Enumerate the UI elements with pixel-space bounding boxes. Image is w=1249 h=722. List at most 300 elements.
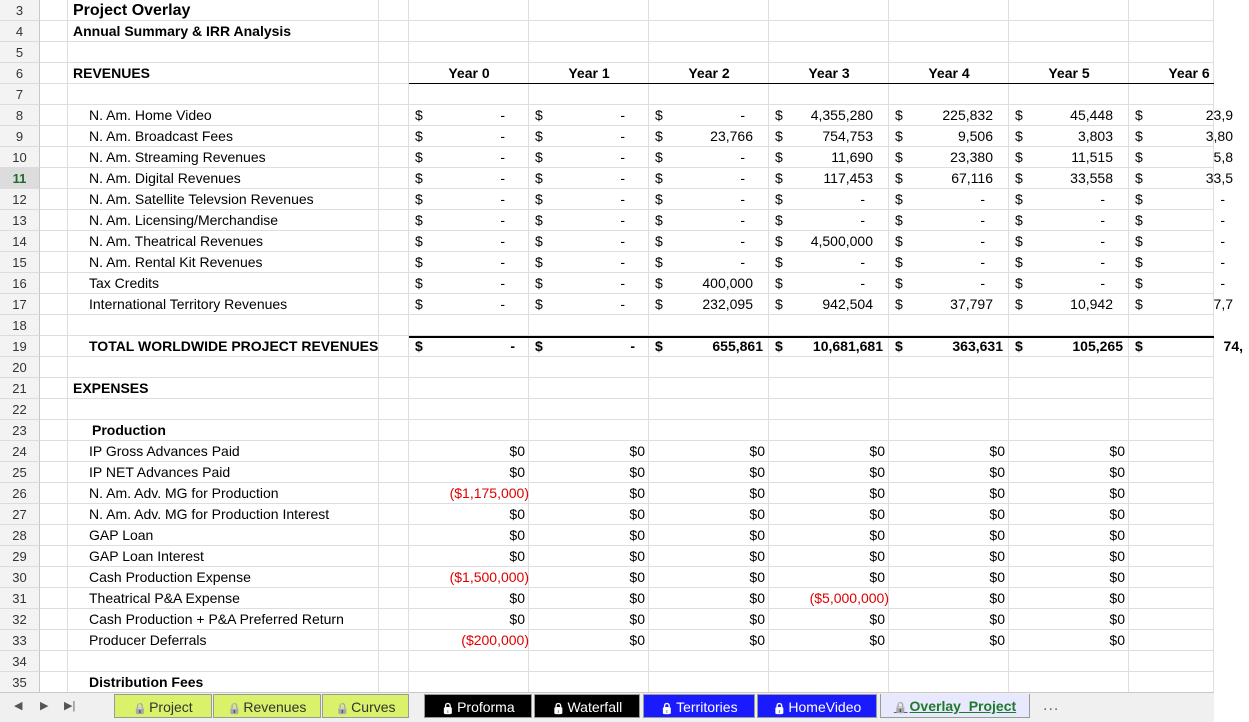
currency-symbol: $ xyxy=(415,338,423,354)
grid-cell[interactable] xyxy=(40,105,68,126)
grid-cell[interactable] xyxy=(889,84,1009,105)
lock-icon: 🔒 xyxy=(893,702,908,714)
row-header[interactable]: 5 xyxy=(0,42,40,63)
grid-cell[interactable] xyxy=(68,651,379,672)
revenue-value: - xyxy=(980,254,985,270)
grid-cell[interactable] xyxy=(409,399,529,420)
expense-value: $0 xyxy=(629,548,645,564)
grid-cell[interactable] xyxy=(649,357,769,378)
grid-cell[interactable] xyxy=(40,567,68,588)
expense-value: $0 xyxy=(629,569,645,585)
row-header[interactable]: 4 xyxy=(0,21,40,42)
grid-cell[interactable] xyxy=(40,252,68,273)
revenue-value: - xyxy=(1220,254,1225,270)
grid-cell[interactable] xyxy=(379,189,409,210)
grid-cell[interactable] xyxy=(379,609,409,630)
grid-cell[interactable] xyxy=(40,588,68,609)
grid-row xyxy=(0,231,1225,252)
row-header[interactable]: 10 xyxy=(0,147,40,168)
row-header[interactable]: 25 xyxy=(0,462,40,483)
revenue-value: 3,80 xyxy=(1205,128,1233,144)
currency-symbol: $ xyxy=(895,296,903,312)
grid-cell[interactable] xyxy=(379,294,409,315)
expense-value: $0 xyxy=(989,590,1005,606)
expense-value: $0 xyxy=(869,569,885,585)
currency-symbol: $ xyxy=(415,128,423,144)
grid-cell[interactable] xyxy=(40,189,68,210)
revenue-label: N. Am. Rental Kit Revenues xyxy=(89,254,263,270)
grid-cell[interactable] xyxy=(1129,588,1214,609)
row-header[interactable]: 13 xyxy=(0,210,40,231)
grid-cell[interactable] xyxy=(379,441,409,462)
grid-cell[interactable] xyxy=(1129,504,1214,525)
row-header[interactable]: 16 xyxy=(0,273,40,294)
tab-label: Curves xyxy=(351,699,396,715)
tab-homevideo[interactable] xyxy=(757,694,877,718)
grid-cell[interactable] xyxy=(409,315,529,336)
grid-cell[interactable] xyxy=(379,84,409,105)
grid-cell[interactable] xyxy=(379,21,409,42)
currency-symbol: $ xyxy=(895,170,903,186)
grid-cell[interactable] xyxy=(379,483,409,504)
currency-symbol: $ xyxy=(1015,212,1023,228)
grid-cell[interactable] xyxy=(379,504,409,525)
grid-cell[interactable] xyxy=(379,210,409,231)
grid-cell[interactable] xyxy=(40,483,68,504)
revenue-value: 45,448 xyxy=(1070,107,1113,123)
grid-cell[interactable] xyxy=(379,420,409,441)
grid-cell[interactable] xyxy=(1129,609,1214,630)
revenue-value: - xyxy=(620,212,625,228)
grid-cell[interactable] xyxy=(769,84,889,105)
grid-cell[interactable] xyxy=(40,84,68,105)
currency-symbol: $ xyxy=(535,233,543,249)
grid-cell[interactable] xyxy=(379,0,409,21)
grid-cell[interactable] xyxy=(649,378,769,399)
grid-cell[interactable] xyxy=(409,672,529,693)
grid-cell[interactable] xyxy=(529,357,649,378)
revenue-value: 11,515 xyxy=(1071,149,1113,165)
grid-row xyxy=(0,315,1214,336)
grid-row xyxy=(0,273,1225,294)
grid-cell[interactable] xyxy=(649,651,769,672)
grid-cell[interactable] xyxy=(40,126,68,147)
grid-cell[interactable] xyxy=(1129,441,1214,462)
grid-cell[interactable] xyxy=(1129,672,1214,693)
row-header[interactable]: 34 xyxy=(0,651,40,672)
grid-cell[interactable] xyxy=(379,588,409,609)
grid-cell[interactable] xyxy=(379,105,409,126)
expense-value: $0 xyxy=(1109,464,1125,480)
grid-cell[interactable] xyxy=(40,546,68,567)
tab-label: Project xyxy=(149,699,193,715)
grid-cell[interactable] xyxy=(769,378,889,399)
grid-cell[interactable] xyxy=(40,378,68,399)
row-header[interactable]: 27 xyxy=(0,504,40,525)
row-header[interactable]: 29 xyxy=(0,546,40,567)
grid-cell[interactable] xyxy=(649,84,769,105)
grid-row xyxy=(0,0,1214,21)
more-tabs-button[interactable]: ... xyxy=(1043,697,1060,714)
expense-value: $0 xyxy=(509,443,525,459)
lock-icon: 🔒 xyxy=(660,703,675,715)
expense-value: $0 xyxy=(1109,611,1125,627)
row-header[interactable]: 18 xyxy=(0,315,40,336)
revenue-value: - xyxy=(1100,254,1105,270)
currency-symbol: $ xyxy=(415,107,423,123)
row-header[interactable]: 20 xyxy=(0,357,40,378)
currency-symbol: $ xyxy=(655,212,663,228)
grid-cell[interactable] xyxy=(1129,378,1214,399)
tab-curves[interactable] xyxy=(322,694,409,718)
grid-cell[interactable] xyxy=(40,168,68,189)
grid-cell[interactable] xyxy=(68,357,379,378)
revenue-value: - xyxy=(980,233,985,249)
grid-cell[interactable] xyxy=(379,273,409,294)
grid-cell[interactable] xyxy=(40,525,68,546)
tab-overlay-project[interactable] xyxy=(880,694,1030,718)
row-header[interactable]: 24 xyxy=(0,441,40,462)
currency-symbol: $ xyxy=(655,191,663,207)
grid-cell[interactable] xyxy=(40,441,68,462)
grid-cell[interactable] xyxy=(409,42,529,63)
grid-cell[interactable] xyxy=(1009,672,1129,693)
expense-value: $0 xyxy=(1109,443,1125,459)
grid-cell[interactable] xyxy=(769,42,889,63)
revenue-value: 33,5 xyxy=(1205,170,1233,186)
expense-value: $0 xyxy=(509,527,525,543)
grid-cell[interactable] xyxy=(40,420,68,441)
currency-symbol: $ xyxy=(535,254,543,270)
grid-cell[interactable] xyxy=(1009,378,1129,399)
grid-cell[interactable] xyxy=(889,0,1009,21)
grid-cell[interactable] xyxy=(379,336,409,357)
expense-value: $0 xyxy=(749,506,765,522)
revenue-value: - xyxy=(740,254,745,270)
grid-cell[interactable] xyxy=(1129,21,1214,42)
grid-cell[interactable] xyxy=(1009,0,1129,21)
grid-cell[interactable] xyxy=(529,420,649,441)
tab-label: Proforma xyxy=(457,699,515,715)
expense-value: $0 xyxy=(989,506,1005,522)
grid-cell[interactable] xyxy=(529,378,649,399)
expense-value: $0 xyxy=(1109,548,1125,564)
currency-symbol: $ xyxy=(535,338,543,354)
grid-cell[interactable] xyxy=(409,357,529,378)
row-header[interactable]: 35 xyxy=(0,672,40,693)
grid-row xyxy=(0,588,1214,609)
grid-cell[interactable] xyxy=(40,399,68,420)
currency-symbol: $ xyxy=(775,275,783,291)
grid-cell[interactable] xyxy=(379,672,409,693)
tab-last-icon[interactable]: ▶| xyxy=(64,700,76,712)
revenue-value: - xyxy=(620,296,625,312)
revenue-value: - xyxy=(980,191,985,207)
grid-cell[interactable] xyxy=(379,630,409,651)
expense-label: Cash Production + P&A Preferred Return xyxy=(89,611,344,627)
currency-symbol: $ xyxy=(775,149,783,165)
grid-cell[interactable] xyxy=(529,399,649,420)
row-header[interactable]: 6 xyxy=(0,63,40,84)
row-header[interactable]: 12 xyxy=(0,189,40,210)
grid-cell[interactable] xyxy=(379,399,409,420)
expense-label: IP NET Advances Paid xyxy=(89,464,231,480)
total-value: 74, xyxy=(1223,338,1243,354)
currency-symbol: $ xyxy=(655,170,663,186)
grid-cell[interactable] xyxy=(769,0,889,21)
grid-cell[interactable] xyxy=(1009,420,1129,441)
currency-symbol: $ xyxy=(655,149,663,165)
grid-cell[interactable] xyxy=(1129,42,1214,63)
currency-symbol: $ xyxy=(1135,107,1143,123)
grid-cell[interactable] xyxy=(40,651,68,672)
currency-symbol: $ xyxy=(535,212,543,228)
grid-cell[interactable] xyxy=(40,273,68,294)
grid-cell[interactable] xyxy=(1129,84,1214,105)
grid-cell[interactable] xyxy=(889,21,1009,42)
grid-cell[interactable] xyxy=(409,420,529,441)
row-header[interactable]: 7 xyxy=(0,84,40,105)
currency-symbol: $ xyxy=(775,128,783,144)
grid-cell[interactable] xyxy=(769,651,889,672)
grid-cell[interactable] xyxy=(40,210,68,231)
year-header: Year 3 xyxy=(808,65,850,81)
row-header[interactable]: 14 xyxy=(0,231,40,252)
row-header[interactable]: 23 xyxy=(0,420,40,441)
revenue-label: N. Am. Broadcast Fees xyxy=(89,128,233,144)
row-header[interactable]: 28 xyxy=(0,525,40,546)
row-header[interactable]: 30 xyxy=(0,567,40,588)
revenue-value: - xyxy=(500,128,505,144)
grid-row xyxy=(0,378,1214,399)
grid-cell[interactable] xyxy=(529,672,649,693)
grid-cell[interactable] xyxy=(529,651,649,672)
grid-cell[interactable] xyxy=(889,420,1009,441)
grid-cell[interactable] xyxy=(40,315,68,336)
grid-cell[interactable] xyxy=(40,231,68,252)
expense-label: N. Am. Adv. MG for Production xyxy=(89,485,279,501)
row-header[interactable]: 15 xyxy=(0,252,40,273)
row-header[interactable]: 21 xyxy=(0,378,40,399)
grid-cell[interactable] xyxy=(1129,357,1214,378)
grid-cell[interactable] xyxy=(1129,483,1214,504)
grid-cell[interactable] xyxy=(1129,630,1214,651)
grid-cell[interactable] xyxy=(40,294,68,315)
grid-cell[interactable] xyxy=(649,42,769,63)
grid-cell[interactable] xyxy=(529,84,649,105)
revenue-value: - xyxy=(620,275,625,291)
revenue-value: 4,500,000 xyxy=(810,233,873,249)
currency-symbol: $ xyxy=(1015,128,1023,144)
grid-cell[interactable] xyxy=(889,315,1009,336)
grid-row xyxy=(0,252,1225,273)
currency-symbol: $ xyxy=(895,107,903,123)
row-header[interactable]: 31 xyxy=(0,588,40,609)
grid-cell[interactable] xyxy=(1009,84,1129,105)
grid-row xyxy=(0,441,1214,462)
tab-proforma[interactable] xyxy=(424,694,532,718)
grid-cell[interactable] xyxy=(769,357,889,378)
grid-cell[interactable] xyxy=(1129,462,1214,483)
currency-symbol: $ xyxy=(1135,191,1143,207)
grid-cell[interactable] xyxy=(769,399,889,420)
grid-cell[interactable] xyxy=(649,420,769,441)
grid-cell[interactable] xyxy=(68,84,379,105)
grid-cell[interactable] xyxy=(1129,651,1214,672)
grid-cell[interactable] xyxy=(379,378,409,399)
grid-cell[interactable] xyxy=(379,567,409,588)
revenue-label: N. Am. Licensing/Merchandise xyxy=(89,212,279,228)
grid-cell[interactable] xyxy=(1129,525,1214,546)
grid-cell[interactable] xyxy=(649,672,769,693)
currency-symbol: $ xyxy=(1015,107,1023,123)
currency-symbol: $ xyxy=(775,212,783,228)
grid-cell[interactable] xyxy=(40,336,68,357)
row-header[interactable]: 26 xyxy=(0,483,40,504)
row-header[interactable]: 8 xyxy=(0,105,40,126)
grid-cell[interactable] xyxy=(68,315,379,336)
grid-cell[interactable] xyxy=(649,399,769,420)
expense-value: $0 xyxy=(629,632,645,648)
grid-cell[interactable] xyxy=(40,462,68,483)
grid-cell[interactable] xyxy=(379,651,409,672)
grid-cell[interactable] xyxy=(889,378,1009,399)
grid-cell[interactable] xyxy=(379,357,409,378)
lock-icon: 🔒 xyxy=(441,703,456,715)
tab-project[interactable] xyxy=(114,694,212,718)
expenses-heading: EXPENSES xyxy=(73,380,149,396)
grid-cell[interactable] xyxy=(889,651,1009,672)
row-header[interactable]: 17 xyxy=(0,294,40,315)
grid-cell[interactable] xyxy=(40,0,68,21)
grid-cell[interactable] xyxy=(379,147,409,168)
row-header[interactable]: 32 xyxy=(0,609,40,630)
grid-cell[interactable] xyxy=(1129,420,1214,441)
expense-value: $0 xyxy=(1109,485,1125,501)
grid-cell[interactable] xyxy=(379,126,409,147)
grid-cell[interactable] xyxy=(379,462,409,483)
grid-cell[interactable] xyxy=(68,399,379,420)
tab-prev-icon[interactable]: ◀ xyxy=(14,700,23,712)
year-header: Year 5 xyxy=(1048,65,1090,81)
grid-cell[interactable] xyxy=(529,42,649,63)
grid-cell[interactable] xyxy=(379,252,409,273)
grid-row xyxy=(0,546,1214,567)
grid-cell[interactable] xyxy=(649,21,769,42)
grid-cell[interactable] xyxy=(379,546,409,567)
tab-label: Revenues xyxy=(243,699,307,715)
grid-cell[interactable] xyxy=(1009,651,1129,672)
grid-cell[interactable] xyxy=(409,84,529,105)
revenue-value: 67,116 xyxy=(951,170,993,186)
revenue-value: - xyxy=(1100,191,1105,207)
grid-cell[interactable] xyxy=(1129,567,1214,588)
grid-cell[interactable] xyxy=(40,672,68,693)
expense-value: $0 xyxy=(509,506,525,522)
grid-cell[interactable] xyxy=(40,609,68,630)
grid-cell[interactable] xyxy=(1009,21,1129,42)
grid-cell[interactable] xyxy=(40,630,68,651)
revenue-value: - xyxy=(620,191,625,207)
grid-cell[interactable] xyxy=(769,21,889,42)
tab-next-icon[interactable]: ▶ xyxy=(40,700,49,712)
grid-cell[interactable] xyxy=(379,315,409,336)
grid-cell[interactable] xyxy=(409,378,529,399)
grid-cell[interactable] xyxy=(409,651,529,672)
grid-cell[interactable] xyxy=(68,42,379,63)
grid-cell[interactable] xyxy=(379,168,409,189)
sheet-title: Project Overlay xyxy=(73,2,191,19)
grid-cell[interactable] xyxy=(40,147,68,168)
row-header[interactable]: 9 xyxy=(0,126,40,147)
grid-cell[interactable] xyxy=(1009,357,1129,378)
grid-cell[interactable] xyxy=(409,21,529,42)
expense-value: $0 xyxy=(989,548,1005,564)
grid-row xyxy=(0,399,1214,420)
grid-cell[interactable] xyxy=(889,399,1009,420)
grid-cell[interactable] xyxy=(379,231,409,252)
grid-cell[interactable] xyxy=(40,42,68,63)
grid-cell[interactable] xyxy=(529,315,649,336)
grid-cell[interactable] xyxy=(1129,315,1214,336)
grid-cell[interactable] xyxy=(889,42,1009,63)
currency-symbol: $ xyxy=(775,191,783,207)
grid-cell[interactable] xyxy=(379,42,409,63)
expense-value: $0 xyxy=(629,443,645,459)
grid-cell[interactable] xyxy=(1129,399,1214,420)
grid-cell[interactable] xyxy=(529,0,649,21)
grid-cell[interactable] xyxy=(769,420,889,441)
currency-symbol: $ xyxy=(1015,338,1023,354)
grid-cell[interactable] xyxy=(1009,315,1129,336)
grid-cell[interactable] xyxy=(1009,42,1129,63)
grid-cell[interactable] xyxy=(529,21,649,42)
grid-cell[interactable] xyxy=(889,672,1009,693)
grid-cell[interactable] xyxy=(379,525,409,546)
grid-row xyxy=(0,504,1214,525)
grid-cell[interactable] xyxy=(769,315,889,336)
row-header[interactable]: 33 xyxy=(0,630,40,651)
row-header[interactable]: 19 xyxy=(0,336,40,357)
tab-revenues[interactable] xyxy=(213,694,321,718)
grid-cell[interactable] xyxy=(409,0,529,21)
grid-cell[interactable] xyxy=(40,63,68,84)
tab-territories[interactable] xyxy=(643,694,755,718)
currency-symbol: $ xyxy=(1015,233,1023,249)
row-header[interactable]: 11 xyxy=(0,168,40,189)
grid-cell[interactable] xyxy=(40,357,68,378)
grid-cell[interactable] xyxy=(649,315,769,336)
grid-cell[interactable] xyxy=(40,504,68,525)
revenue-value: - xyxy=(860,254,865,270)
year-header: Year 1 xyxy=(568,65,610,81)
revenue-value: - xyxy=(620,107,625,123)
grid-cell[interactable] xyxy=(889,357,1009,378)
grid-cell[interactable] xyxy=(649,0,769,21)
grid-cell[interactable] xyxy=(1129,0,1214,21)
tab-waterfall[interactable] xyxy=(534,694,640,718)
grid-cell[interactable] xyxy=(40,21,68,42)
grid-cell[interactable] xyxy=(1129,546,1214,567)
row-header[interactable]: 3 xyxy=(0,0,40,21)
grid-cell[interactable] xyxy=(379,63,409,84)
grid-cell[interactable] xyxy=(769,672,889,693)
expense-value: ($5,000,000) xyxy=(809,590,889,606)
grid-cell[interactable] xyxy=(1009,399,1129,420)
revenue-value: - xyxy=(620,254,625,270)
expense-value: ($1,500,000) xyxy=(449,569,529,585)
row-header[interactable]: 22 xyxy=(0,399,40,420)
